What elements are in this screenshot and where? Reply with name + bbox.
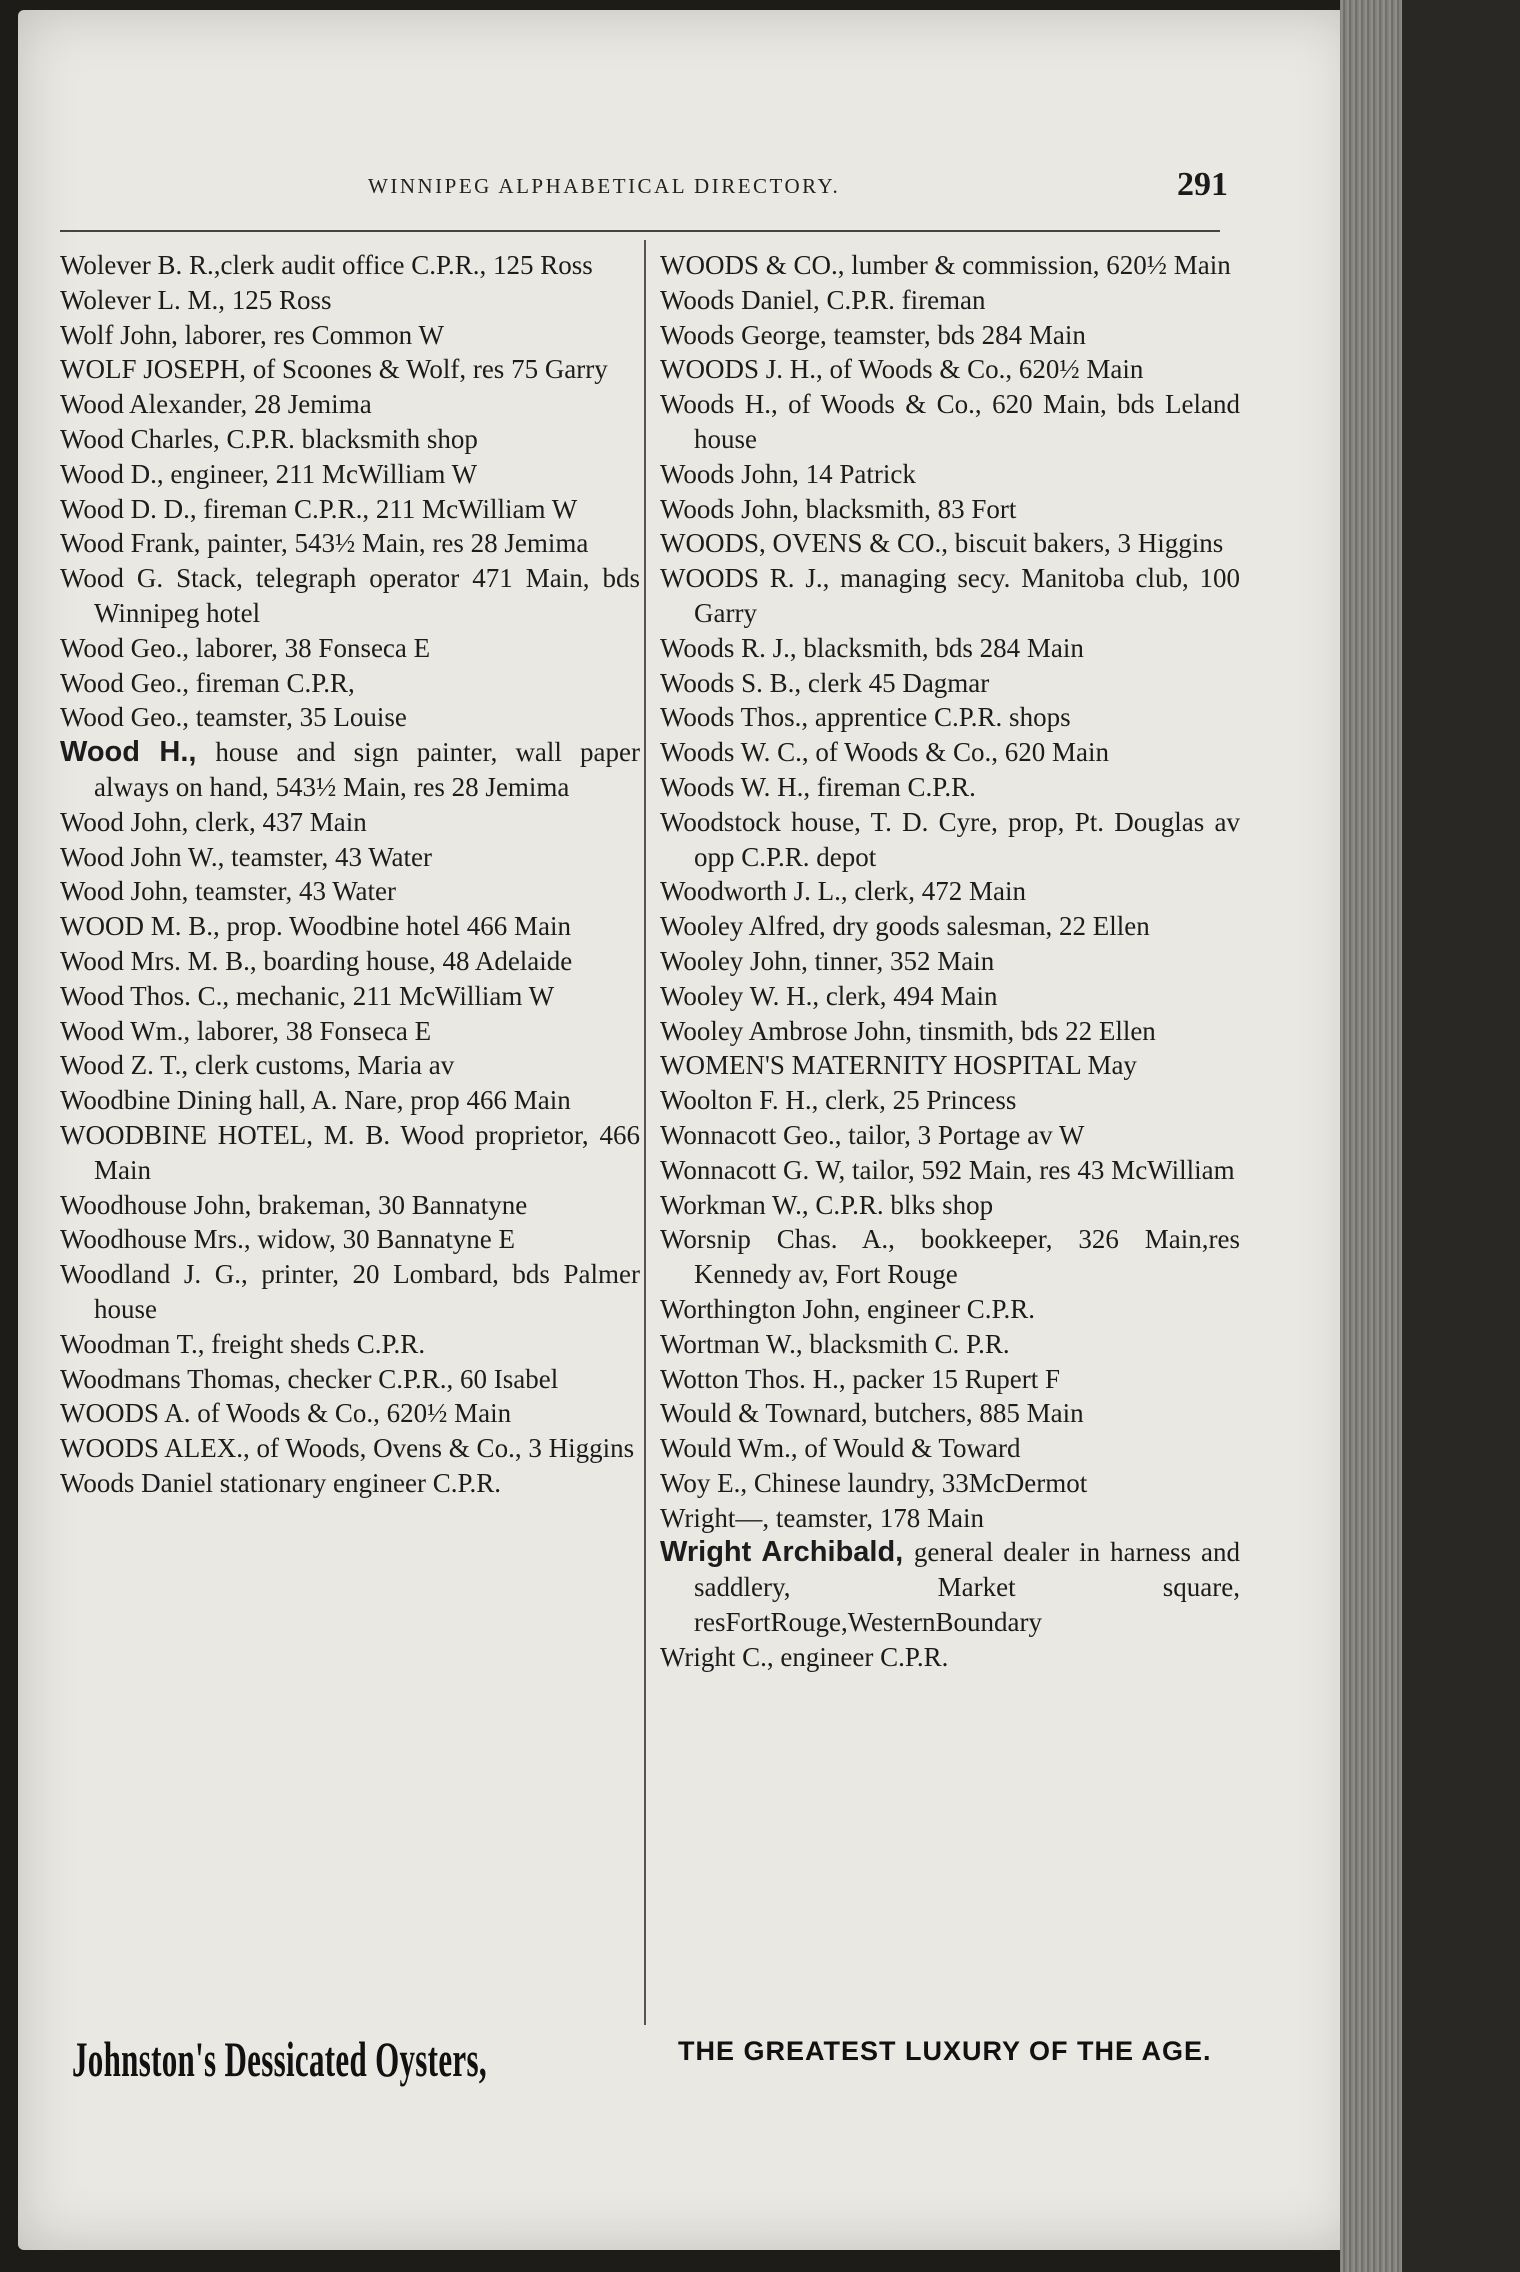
directory-entry: Wood D. D., fireman C.P.R., 211 McWilliam W	[60, 493, 578, 524]
directory-entry: Workman W., C.P.R. blks shop	[660, 1189, 994, 1220]
directory-entry	[660, 1535, 1240, 1639]
directory-entry: WOMEN'S MATERNITY HOSPITAL May	[660, 1050, 1137, 1081]
directory-entry: Wotton Thos. H., packer 15 Rupert F	[660, 1363, 1061, 1394]
advert-left-text: Johnston's Dessicated Oysters,	[72, 2031, 487, 2087]
directory-entry: Wood Thos. C., mechanic, 211 McWilliam W	[60, 980, 555, 1011]
right-column	[660, 248, 1240, 1675]
directory-entry: Wright—, teamster, 178 Main	[660, 1502, 985, 1533]
directory-entry: WOODS & CO., lumber & commission, 620½ Main	[660, 250, 1231, 280]
book-cover-edge	[1402, 0, 1520, 2272]
directory-entry: Woods H., of Woods & Co., 620 Main, bds Leland house	[660, 389, 1240, 454]
left-column	[60, 248, 640, 1501]
directory-entry: Worthington John, engineer C.P.R.	[660, 1293, 1036, 1324]
directory-entry: Woods W. C., of Woods & Co., 620 Main	[660, 737, 1109, 768]
directory-entry: Wooley W. H., clerk, 494 Main	[660, 980, 998, 1011]
directory-entry: Woodland J. G., printer, 20 Lombard, bds Palmer house	[60, 1259, 640, 1324]
directory-entry	[60, 735, 640, 805]
directory-entry: Wooley John, tinner, 352 Main	[660, 945, 995, 976]
footer-advert	[60, 2030, 1240, 2100]
directory-entry: Woods R. J., blacksmith, bds 284 Main	[660, 632, 1084, 663]
directory-entry: Wood G. Stack, telegraph operator 471 Main, bds Winnipeg hotel	[60, 563, 640, 628]
directory-entry: Wood Alexander, 28 Jemima	[60, 389, 372, 420]
directory-entry: WOODS, OVENS & CO., biscuit bakers, 3 Higgins	[660, 528, 1224, 559]
directory-entry: Wolever B. R.,clerk audit office C.P.R., 125 Ross	[60, 250, 593, 280]
page-number: 291	[1177, 166, 1228, 203]
directory-entry: Woodbine Dining hall, A. Nare, prop 466 Main	[60, 1085, 571, 1116]
directory-entry: Woodhouse Mrs., widow, 30 Bannatyne E	[60, 1224, 516, 1255]
directory-entry: Woy E., Chinese laundry, 33McDermot	[660, 1467, 1088, 1498]
directory-entry: Wonnacott G. W, tailor, 592 Main, res 43 McWilliam	[660, 1154, 1235, 1185]
directory-entry: Woods W. H., fireman C.P.R.	[660, 771, 976, 802]
entry-text: house and sign painter, wall paper always on hand, 543½ Main, res 28 Jemima	[94, 737, 640, 802]
directory-entry: Wood Z. T., clerk customs, Maria av	[60, 1050, 455, 1081]
column-divider	[644, 240, 646, 2025]
directory-entry: Wood John, clerk, 437 Main	[60, 806, 367, 837]
directory-entry: Woolton F. H., clerk, 25 Princess	[660, 1085, 1017, 1116]
entry-text: general dealer in harness and saddlery, Market square, resFortRouge,WesternBoundary	[694, 1537, 1240, 1638]
directory-entry: WOOD M. B., prop. Woodbine hotel 466 Main	[60, 911, 572, 942]
running-title: WINNIPEG ALPHABETICAL DIRECTORY.	[368, 174, 841, 198]
directory-entry: Would Wm., of Would & Toward	[660, 1433, 1021, 1464]
directory-entry: Woodworth J. L., clerk, 472 Main	[660, 876, 1027, 907]
directory-entry: Wooley Alfred, dry goods salesman, 22 Ellen	[660, 911, 1150, 942]
directory-entry: Woods John, blacksmith, 83 Fort	[660, 493, 1017, 524]
directory-entry: Wood D., engineer, 211 McWilliam W	[60, 458, 478, 489]
directory-entry: Wolever L. M., 125 Ross	[60, 284, 332, 315]
directory-entry: WOODS ALEX., of Woods, Ovens & Co., 3 Higgins	[60, 1433, 635, 1464]
directory-entry: Wood Wm., laborer, 38 Fonseca E	[60, 1015, 432, 1046]
advert-right-text: THE GREATEST LUXURY OF THE AGE.	[678, 2036, 1212, 2066]
directory-entry: Wood Geo., teamster, 35 Louise	[60, 702, 407, 733]
page-header	[348, 166, 1228, 218]
entry-name-bold: Wright Archibald,	[660, 1536, 904, 1569]
directory-entry: Woods Thos., apprentice C.P.R. shops	[660, 702, 1071, 733]
directory-entry: Woods Daniel stationary engineer C.P.R.	[60, 1467, 502, 1498]
directory-entry: Wood Geo., laborer, 38 Fonseca E	[60, 632, 431, 663]
directory-entry: Worsnip Chas. A., bookkeeper, 326 Main,res Kennedy av, Fort Rouge	[660, 1224, 1240, 1290]
entry-name-bold: Wood H.,	[60, 736, 197, 769]
directory-entry: Would & Townard, butchers, 885 Main	[660, 1398, 1084, 1429]
directory-entry: Woods John, 14 Patrick	[660, 458, 916, 489]
directory-entry: Wooley Ambrose John, tinsmith, bds 22 Ellen	[660, 1015, 1156, 1046]
directory-entry: Woodhouse John, brakeman, 30 Bannatyne	[60, 1189, 528, 1220]
directory-entry: Wood John, teamster, 43 Water	[60, 876, 396, 907]
directory-entry: Woodman T., freight sheds C.P.R.	[60, 1328, 426, 1359]
directory-entry: Wood Charles, C.P.R. blacksmith shop	[60, 423, 478, 454]
directory-entry: Woodstock house, T. D. Cyre, prop, Pt. Douglas av opp C.P.R. depot	[660, 806, 1240, 872]
directory-entry: WOODS A. of Woods & Co., 620½ Main	[60, 1398, 512, 1429]
directory-entry: Wood John W., teamster, 43 Water	[60, 841, 433, 872]
directory-entry: Wood Geo., fireman C.P.R,	[60, 667, 355, 698]
directory-entry: Wolf John, laborer, res Common W	[60, 319, 444, 350]
book-page-edges	[1340, 0, 1402, 2272]
directory-entry: Wonnacott Geo., tailor, 3 Portage av W	[660, 1119, 1085, 1150]
directory-entry: Woodmans Thomas, checker C.P.R., 60 Isabel	[60, 1363, 559, 1394]
directory-entry: WOODS R. J., managing secy. Manitoba club, 100 Garry	[660, 563, 1240, 628]
directory-entry: WOLF JOSEPH, of Scoones & Wolf, res 75 Garry	[60, 354, 608, 385]
directory-entry: Wood Frank, painter, 543½ Main, res 28 Jemima	[60, 528, 589, 559]
directory-entry: WOODBINE HOTEL, M. B. Wood proprietor, 466 Main	[60, 1119, 640, 1185]
directory-entry: Woods Daniel, C.P.R. fireman	[660, 284, 986, 315]
header-rule	[60, 230, 1220, 232]
directory-entry: Wood Mrs. M. B., boarding house, 48 Adelaide	[60, 945, 573, 976]
directory-entry: WOODS J. H., of Woods & Co., 620½ Main	[660, 354, 1144, 385]
directory-entry: Wortman W., blacksmith C. P.R.	[660, 1328, 1010, 1359]
directory-entry: Woods George, teamster, bds 284 Main	[660, 319, 1086, 350]
directory-entry: Woods S. B., clerk 45 Dagmar	[660, 667, 990, 698]
directory-entry: Wright C., engineer C.P.R.	[660, 1641, 949, 1672]
